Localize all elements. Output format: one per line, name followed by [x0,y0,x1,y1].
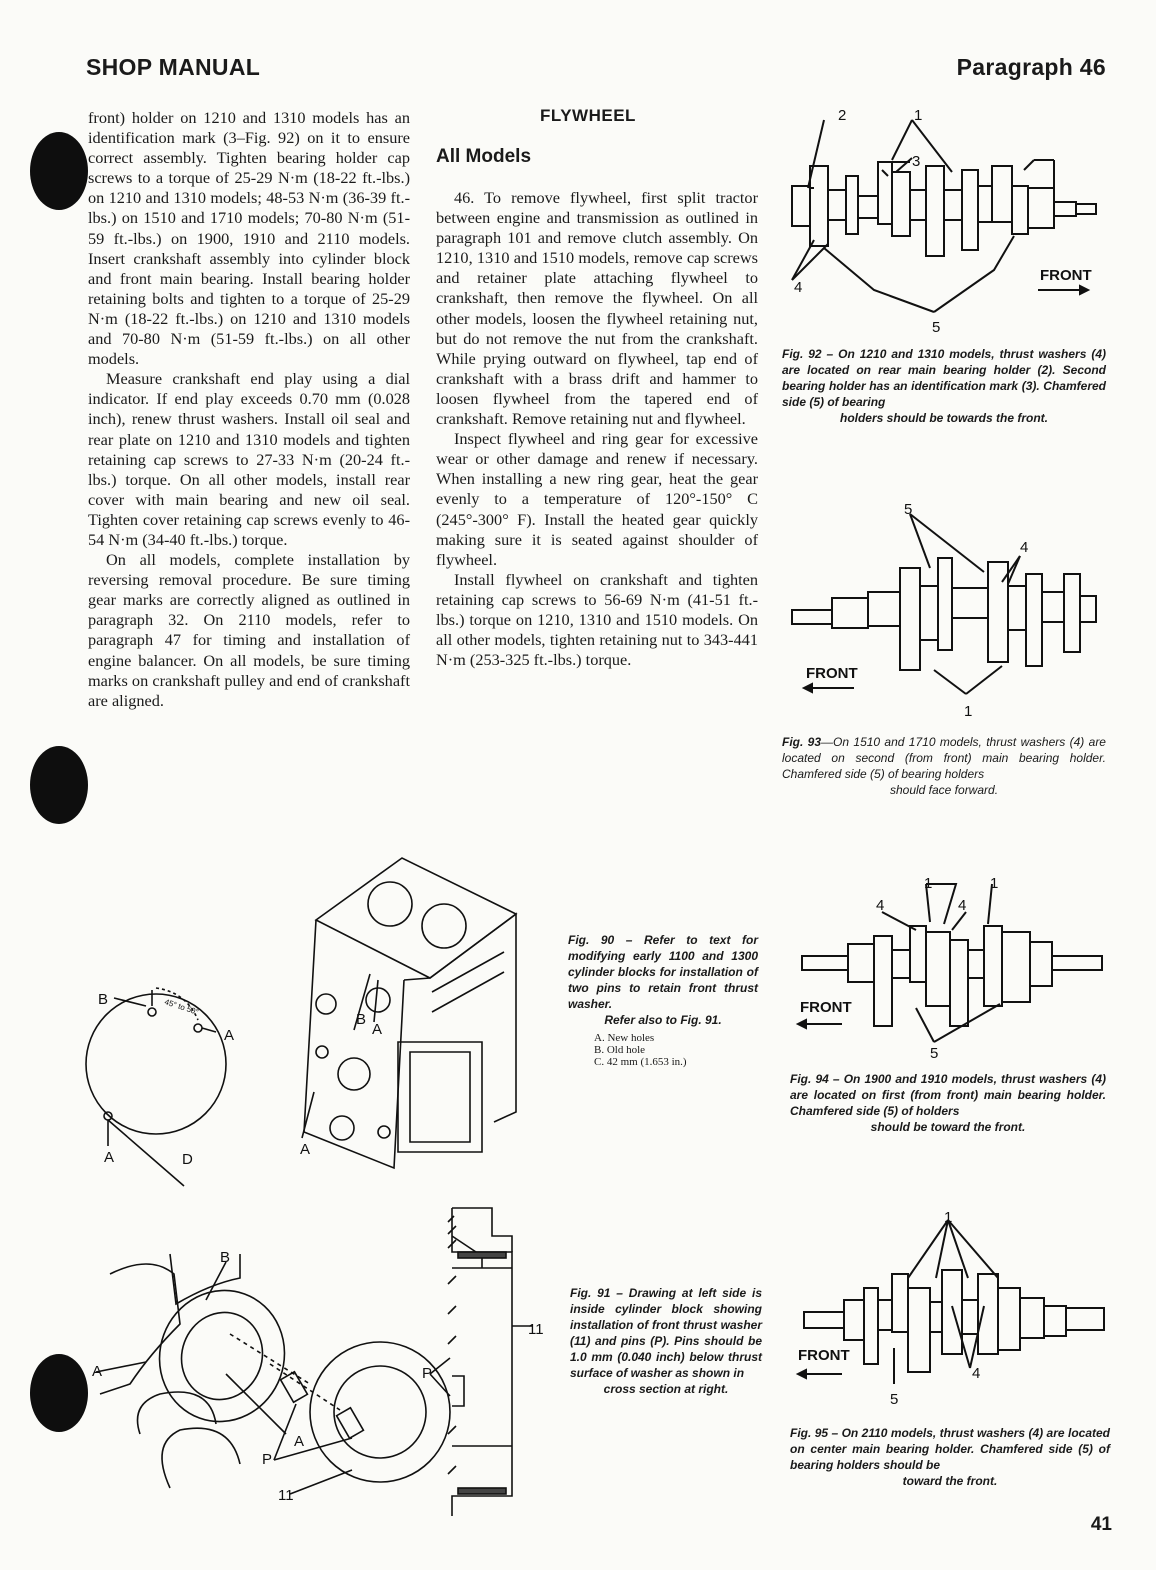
caption-tail: cross section at right. [603,1382,729,1396]
label-b: B [356,1011,367,1028]
binder-hole-bottom [30,1354,88,1432]
fig90-legend [594,1032,687,1068]
fig93-caption [782,734,1106,798]
callout-1: 1 [964,703,973,720]
front-label: FRONT [798,1347,850,1364]
fig92-caption [782,346,1106,426]
callout-3: 3 [912,153,921,170]
label-p: P [422,1365,433,1382]
callout-4: 4 [876,897,885,914]
fig94-crankshaft-drawing [792,872,1114,1062]
caption-tail: toward the front. [902,1474,998,1488]
caption-text: —On 1510 and 1710 models, thrust washers (4) are located on second (from front) main bearing holder. Chamfered side (5) of bearing holders [782,735,1106,781]
front-label: FRONT [1040,267,1092,284]
legend-item: B. Old hole [594,1044,646,1056]
legend-item: C. 42 mm (1.653 in.) [594,1056,687,1068]
label-a-lower: A [300,1141,311,1158]
fig95-caption [790,1425,1110,1489]
label-d: D [182,1151,193,1168]
caption-text: Fig. 94 – On 1900 and 1910 models, thrust washers (4) are located on first (from front) main bearing holder. Chamfered side (5) of holders [790,1072,1106,1118]
label-p: P [262,1451,273,1468]
label-a-left: A [92,1363,103,1380]
callout-5: 5 [904,501,913,518]
label-b: B [98,991,109,1008]
callout-4: 4 [794,279,803,296]
caption-text: Fig. 90 – Refer to text for modifying early 1100 and 1300 cylinder blocks for installation of two pins to retain front thrust washer. [568,933,758,1011]
fig91-caption [570,1285,762,1397]
caption-text: Fig. 95 – On 2110 models, thrust washers (4) are located on center main bearing holder. Chamfered side (5) of bearing holders should be [790,1426,1110,1472]
caption-tail: should face forward. [889,783,999,797]
fig90-hole-layout-drawing [90,976,250,1196]
callout-4: 4 [972,1365,981,1382]
caption-tail: should be toward the front. [870,1120,1026,1134]
fig95-crankshaft-drawing [792,1208,1114,1418]
fig92-crankshaft-drawing [784,100,1114,336]
page-number: 41 [1090,1514,1112,1535]
running-header-right: Paragraph 46 [956,54,1106,80]
caption-tail: Refer also to Fig. 91. [604,1013,722,1027]
paragraph: Inspect flywheel and ring gear for excessive wear or other damage and renew if necessary. When installing a new ring gear, heat the gear evenly to a temperature of 120°-150° C (245°-300° F). Install the heated gear quickly making sure it is seated against shoulder of flywheel. [436,429,758,569]
fig90-cylinder-block-drawing [294,852,526,1172]
fig94-caption [790,1071,1106,1135]
label-a: A [372,1021,383,1038]
callout-4b: 4 [958,897,967,914]
label-11: 11 [278,1487,294,1504]
section-subtitle: All Models [436,146,532,167]
front-label: FRONT [806,665,858,682]
callout-1: 1 [914,107,923,124]
front-label: FRONT [800,999,852,1016]
running-header-left: SHOP MANUAL [86,54,261,80]
paragraph: 46. To remove flywheel, first split tractor between engine and transmission as outlined in paragraph 101 and remove clutch assembly. On 1210, 1310 and 1510 models, remove cap screws and retainer plate attaching flywheel to crankshaft, then remove the flywheel. On all other models, loosen the flywheel retaining nut, but do not remove the nut from the crankshaft. While prying outward on flywheel, tap end of crankshaft with a brass drift and hammer to loosen flywheel from the tapered end of crankshaft. Remove retaining nut and flywheel. [436,188,758,429]
binder-hole-top [30,132,88,210]
caption-text: Fig. 91 – Drawing at left side is inside cylinder block showing installation of front thrust washer (11) and pins (P). Pins should be 1.0 mm (0.040 inch) below thrust surface of washer as shown in [570,1286,762,1380]
caption-fig-number: Fig. 93 [782,735,822,749]
paragraph: Measure crankshaft end play using a dial indicator. If end play exceeds 0.70 mm (0.028 inch), renew thrust washers. Install oil seal and rear plate on 1210 and 1310 models and tighten retaining cap screws to 27-33 N·m (20-24 ft.-lbs.) torque. On all other models, install rear cover with main bearing and new oil seal. Tighten cover retaining cap screws evenly to 46-54 N·m (34-40 ft.-lbs.) torque. [88,369,410,549]
label-angle: 45° to 50° [163,997,200,1017]
callout-1: 1 [944,1209,953,1226]
callout-4: 4 [1020,539,1029,556]
paragraph: On all models, complete installation by reversing removal procedure. Be sure timing gear marks are correctly aligned as outlined in paragraph 32. On 2110 models, refer to paragraph 47 for timing and installation of engine balancer. On all models, be sure timing marks on crankshaft pulley and end of crankshaft are aligned. [88,550,410,710]
caption-text: Fig. 92 – On 1210 and 1310 models, thrust washers (4) are located on rear main bearing holder (2). Second bearing holder has an identification mark (3). Chamfered side (5) of bearing [782,347,1106,409]
callout-1b: 1 [990,875,999,892]
fig93-crankshaft-drawing [784,498,1114,722]
binder-hole-middle [30,746,88,824]
text-column-left [88,108,410,711]
label-a: A [224,1027,235,1044]
fig91-cross-section-drawing [422,1206,550,1516]
callout-5: 5 [930,1045,939,1062]
label-b: B [220,1249,231,1266]
caption-tail: holders should be towards the front. [839,411,1048,425]
section-title: FLYWHEEL [540,106,636,125]
paragraph: front) holder on 1210 and 1310 models has an identification mark (3–Fig. 92) on it to ensure correct assembly. Tighten bearing holder cap screws to a torque of 25-29 N·m (18-22 ft.-lbs.) on 1210 and 1310 models; 48-53 N·m (36-39 ft.-lbs.) on 1510 and 1710 models; 70-80 N·m (51-59 ft.-lbs.) on 1900, 1910 and 2110 models. Insert crankshaft assembly into cylinder block and front main bearing. Install bearing holder retaining bolts and tighten to a torque of 25-29 N·m (18-22 ft.-lbs.) on 1210 and 1310 models and 70-80 N·m (51-59 ft.-lbs.) on all other models. [88,108,410,369]
legend-item: A. New holes [594,1032,655,1044]
label-11: 11 [528,1321,544,1338]
callout-5: 5 [932,319,941,336]
callout-5: 5 [890,1391,899,1408]
fig90-caption [568,932,758,1028]
callout-1: 1 [924,875,933,892]
paragraph: Install flywheel on crankshaft and tighten retaining cap screws to 56-69 N·m (41-51 ft.-lbs.) torque on 1210, 1310 and 1510 models. On all other models, tighten retaining nut to 343-441 N·m (253-325 ft.-lbs.) torque. [436,569,758,670]
callout-2: 2 [838,107,847,124]
label-a-lower: A [104,1149,115,1166]
text-column-middle [436,188,758,670]
label-a: A [294,1433,305,1450]
fig91-installation-drawing [90,1234,420,1504]
